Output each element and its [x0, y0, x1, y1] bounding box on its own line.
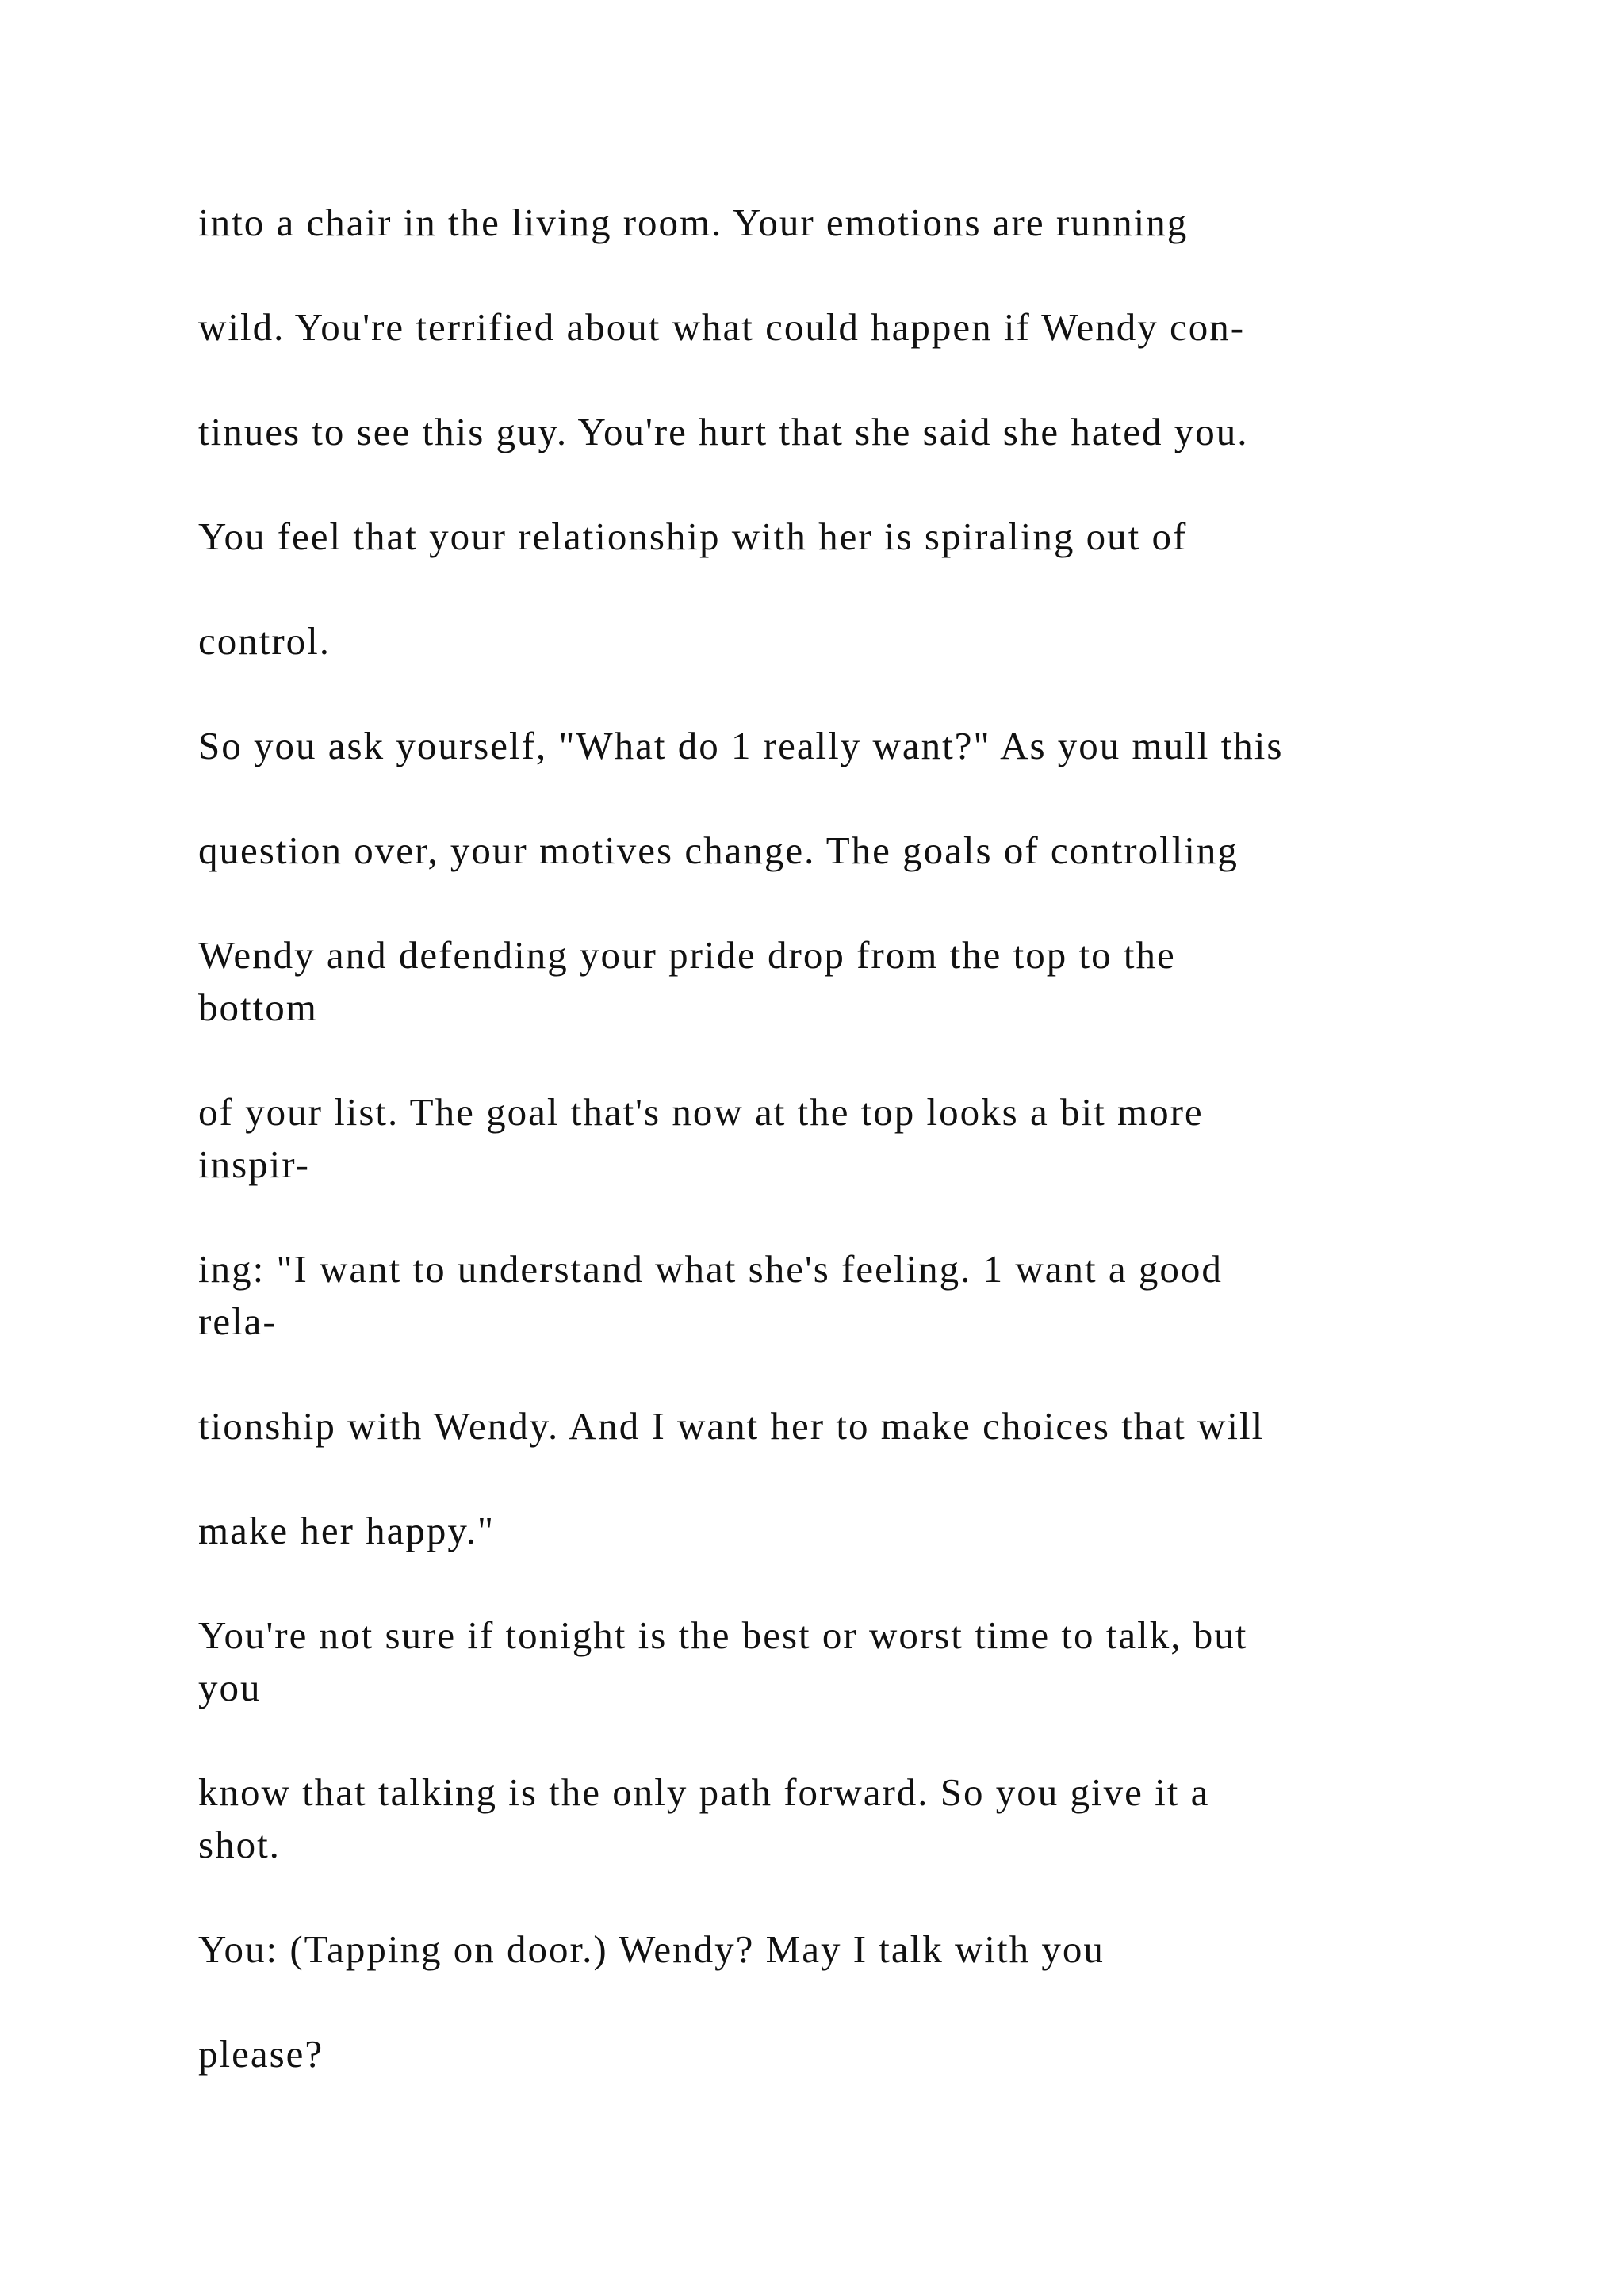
text-line: tinues to see this guy. You're hurt that she said she hated you.: [198, 410, 1249, 453]
text-line: shot.: [198, 1823, 281, 1866]
text-line: make her happy.": [198, 1509, 495, 1552]
text-line: of your list. The goal that's now at the top looks a bit more: [198, 1090, 1204, 1134]
text-line: inspir-: [198, 1142, 310, 1186]
text-line: question over, your motives change. The goals of controlling: [198, 828, 1239, 872]
text-line: You're not sure if tonight is the best or worst time to talk, but: [198, 1613, 1248, 1657]
text-line: You: (Tapping on door.) Wendy? May I talk with you: [198, 1927, 1105, 1971]
text-line: Wendy and defending your pride drop from the top to the: [198, 933, 1176, 977]
text-line: ing: "I want to understand what she's feeling. 1 want a good: [198, 1247, 1223, 1291]
text-line: rela-: [198, 1299, 278, 1343]
text-line: into a chair in the living room. Your emotions are running: [198, 201, 1189, 244]
text-line: please?: [198, 2032, 324, 2076]
text-line: you: [198, 1666, 262, 1709]
text-line: wild. You're terrified about what could happen if Wendy con-: [198, 305, 1246, 349]
text-line: control.: [198, 619, 331, 663]
text-line: bottom: [198, 985, 318, 1029]
text-line: So you ask yourself, "What do 1 really want?" As you mull this: [198, 724, 1284, 767]
text-line: You feel that your relationship with her is spiraling out of: [198, 515, 1188, 558]
text-line: know that talking is the only path forward. So you give it a: [198, 1770, 1210, 1814]
text-line: tionship with Wendy. And I want her to make choices that will: [198, 1404, 1265, 1448]
